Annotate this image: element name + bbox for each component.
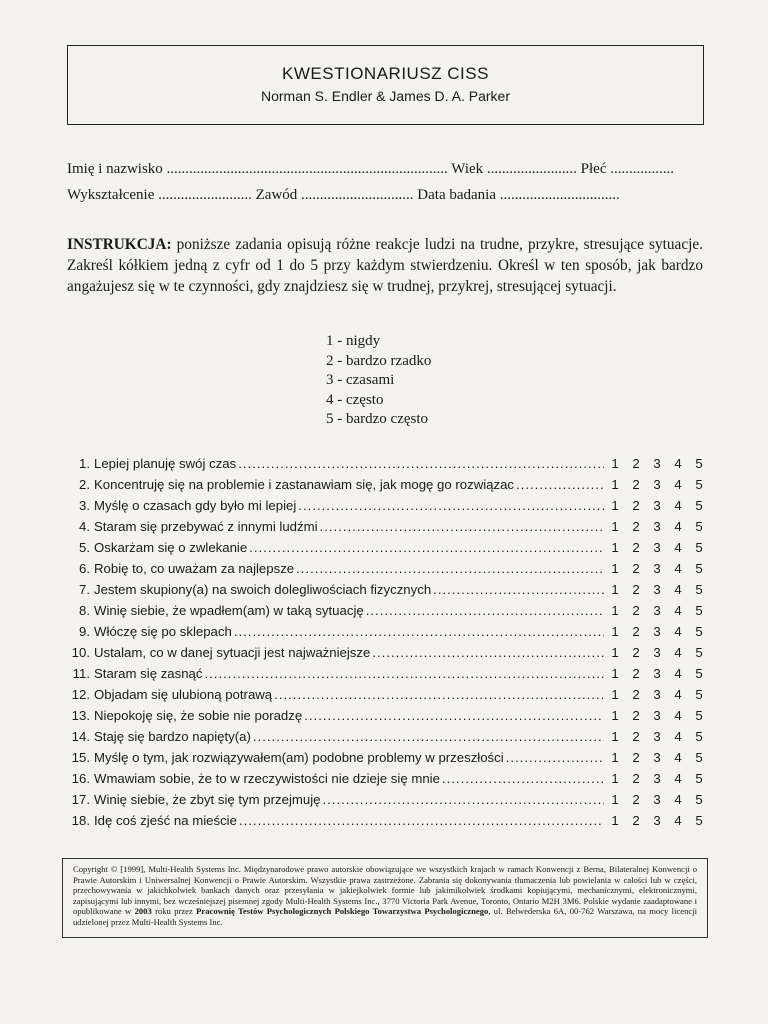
answer-option-5[interactable]: 5 (695, 708, 703, 723)
answer-option-3[interactable]: 3 (653, 582, 661, 597)
answer-option-5[interactable]: 5 (695, 456, 703, 471)
dot-leader (234, 624, 604, 639)
answer-options (606, 519, 716, 534)
question-row (66, 792, 716, 813)
answer-option-1[interactable]: 1 (611, 666, 619, 681)
scale-item: 1 - nigdy (326, 333, 381, 349)
answer-options (606, 456, 716, 471)
answer-option-4[interactable]: 4 (674, 582, 682, 597)
answer-option-4[interactable]: 4 (674, 729, 682, 744)
answer-options (606, 561, 716, 576)
answer-option-3[interactable]: 3 (653, 645, 661, 660)
answer-options (606, 750, 716, 765)
question-row (66, 519, 716, 540)
answer-option-1[interactable]: 1 (611, 561, 619, 576)
answer-options (606, 771, 716, 786)
instructions-text: poniższe zadania opisują różne reakcje ludzi na trudne, przykre, stresujące sytuacje. Zakreśl kółkiem jedną z cyfr od 1 do 5 przy każdym stwierdzeniu. Określ w ten sposób, jak bardzo angażujesz się w te czynności, gdy znajdziesz się w trudnej, przykrej, stresującej sytuacji. (67, 236, 703, 295)
answer-options (606, 477, 716, 492)
answer-option-5[interactable]: 5 (695, 477, 703, 492)
answer-option-4[interactable]: 4 (674, 519, 682, 534)
question-text: Myślę o tym, jak rozwiązywałem(am) podobne problemy w przeszłości (94, 750, 504, 765)
personal-fields-line-2[interactable]: Wykształcenie ......................... Zawód .............................. Data badania ................................ (67, 187, 620, 203)
answer-options (606, 708, 716, 723)
copyright-text: , ul. Belwederska 6A, 00-762 Warszawa, na mocy licencji udzielonej przez Multi-Health Systems Inc. (73, 906, 697, 927)
question-text: Robię to, co uważam za najlepsze (94, 561, 295, 576)
question-row (66, 624, 716, 645)
answer-option-1[interactable]: 1 (611, 687, 619, 702)
question-text: Wmawiam sobie, że to w rzeczywistości nie dzieje się mnie (94, 771, 440, 786)
question-number: 4. (79, 519, 90, 534)
answer-option-1[interactable]: 1 (611, 540, 619, 555)
answer-option-4[interactable]: 4 (674, 603, 682, 618)
question-number: 11. (72, 666, 90, 681)
answer-option-4[interactable]: 4 (674, 687, 682, 702)
question-number: 3. (79, 498, 90, 513)
question-number: 7. (79, 582, 90, 597)
dot-leader (238, 456, 604, 471)
answer-option-2[interactable]: 2 (632, 582, 640, 597)
answer-options (606, 582, 716, 597)
question-row (66, 582, 716, 603)
answer-option-4[interactable]: 4 (674, 624, 682, 639)
answer-option-4[interactable]: 4 (674, 498, 682, 513)
answer-option-3[interactable]: 3 (653, 750, 661, 765)
question-number: 13. (71, 708, 90, 723)
question-number: 12. (71, 687, 90, 702)
answer-option-1[interactable]: 1 (611, 708, 619, 723)
answer-scale (326, 332, 431, 430)
question-text: Oskarżam się o zwlekanie (94, 540, 248, 555)
answer-option-1[interactable]: 1 (611, 792, 619, 807)
answer-option-2[interactable]: 2 (632, 771, 640, 786)
answer-option-1[interactable]: 1 (611, 582, 619, 597)
answer-option-4[interactable]: 4 (674, 750, 682, 765)
scale-item: 5 - bardzo często (326, 411, 429, 427)
answer-option-5[interactable]: 5 (695, 729, 703, 744)
answer-option-2[interactable]: 2 (632, 708, 640, 723)
answer-option-3[interactable]: 3 (653, 540, 661, 555)
answer-option-3[interactable]: 3 (653, 729, 661, 744)
dot-leader (274, 687, 604, 702)
answer-option-2[interactable]: 2 (632, 498, 640, 513)
answer-option-1[interactable]: 1 (611, 771, 619, 786)
answer-options (606, 729, 716, 744)
answer-option-2[interactable]: 2 (632, 645, 640, 660)
question-number: 6. (79, 561, 90, 576)
question-row (66, 666, 716, 687)
question-text: Staram się przebywać z innymi ludźmi (94, 519, 318, 534)
dot-leader (304, 708, 604, 723)
answer-option-4[interactable]: 4 (674, 666, 682, 681)
answer-option-3[interactable]: 3 (653, 624, 661, 639)
answer-option-5[interactable]: 5 (695, 645, 703, 660)
dot-leader (516, 477, 604, 492)
answer-option-5[interactable]: 5 (695, 624, 703, 639)
copyright-text: roku przez (151, 906, 197, 916)
answer-option-4[interactable]: 4 (674, 708, 682, 723)
question-row (66, 603, 716, 624)
answer-options (606, 687, 716, 702)
answer-option-2[interactable]: 2 (632, 603, 640, 618)
copyright-year: 2003 (134, 906, 152, 916)
question-text: Objadam się ulubioną potrawą (94, 687, 273, 702)
answer-options (606, 666, 716, 681)
answer-option-3[interactable]: 3 (653, 813, 661, 828)
question-text: Niepokoję się, że sobie nie poradzę (94, 708, 303, 723)
questionnaire-header (67, 45, 704, 125)
question-row (66, 771, 716, 792)
question-number: 5. (79, 540, 90, 555)
question-text: Myślę o czasach gdy było mi lepiej (94, 498, 297, 513)
question-number: 18. (71, 813, 90, 828)
question-number: 8. (79, 603, 90, 618)
question-number: 16. (71, 771, 90, 786)
answer-option-3[interactable]: 3 (653, 771, 661, 786)
answer-options (606, 498, 716, 513)
question-row (66, 645, 716, 666)
answer-option-2[interactable]: 2 (632, 666, 640, 681)
question-row (66, 750, 716, 771)
question-row (66, 456, 716, 477)
answer-option-3[interactable]: 3 (653, 603, 661, 618)
question-row (66, 498, 716, 519)
question-text: Staję się bardzo napięty(a) (94, 729, 251, 744)
answer-option-5[interactable]: 5 (695, 498, 703, 513)
answer-option-4[interactable]: 4 (674, 813, 682, 828)
question-number: 1. (79, 456, 90, 471)
answer-options (606, 624, 716, 639)
question-number: 15. (71, 750, 90, 765)
answer-option-3[interactable]: 3 (653, 477, 661, 492)
copyright-publisher: Pracownię Testów Psychologicznych Polskiego Towarzystwa Psychologicznego (196, 906, 489, 916)
scale-item: 2 - bardzo rzadko (326, 352, 432, 369)
dot-leader (249, 540, 604, 555)
answer-option-3[interactable]: 3 (653, 519, 661, 534)
answer-options (606, 645, 716, 660)
answer-option-5[interactable]: 5 (695, 540, 703, 555)
answer-option-2[interactable]: 2 (632, 750, 640, 765)
answer-option-5[interactable]: 5 (695, 813, 703, 828)
question-row (66, 729, 716, 750)
answer-option-4[interactable]: 4 (674, 561, 682, 576)
copyright-text: Copyright © [1999], Multi-Health Systems Inc. Międzynarodowe prawo autorskie obowiązujące we wszystkich krajach w ramach Konwencji z Berna, Bilateralnej Konwencji o Prawie Autorskim i Uniwersalnej Konwencji o Prawie Autorskim. Wszystkie prawa zastrzeżone. Zabrania się dokonywania tłumaczenia lub powielania w całości lub w części, przechowywania w jakichkolwiek bankach danych oraz przesyłania w jakiejkolwiek formie lub jakimikolwiek środkami kopiującymi, mechanicznymi, elektronicznymi, zapisującymi lub innymi, bez wcześniejszej pisemnej zgody Multi-Health Systems Inc., 3770 Victoria Park Avenue, Toronto, Ontario M2H 3M6. Polskie wydanie zaadaptowane i opublikowane w (73, 864, 697, 916)
dot-leader (372, 645, 604, 660)
question-number: 14. (71, 729, 90, 744)
answer-options (606, 813, 716, 828)
question-list (66, 456, 716, 834)
answer-option-4[interactable]: 4 (674, 540, 682, 555)
dot-leader (296, 561, 604, 576)
answer-option-1[interactable]: 1 (611, 729, 619, 744)
answer-option-3[interactable]: 3 (653, 687, 661, 702)
answer-options (606, 540, 716, 555)
answer-option-5[interactable]: 5 (695, 666, 703, 681)
answer-option-3[interactable]: 3 (653, 561, 661, 576)
answer-option-1[interactable]: 1 (611, 498, 619, 513)
answer-option-2[interactable]: 2 (632, 687, 640, 702)
dot-leader (204, 666, 604, 681)
page-title: KWESTIONARIUSZ CISS (282, 64, 489, 83)
dot-leader (320, 519, 604, 534)
answer-option-3[interactable]: 3 (653, 708, 661, 723)
question-row (66, 540, 716, 561)
question-row (66, 477, 716, 498)
scale-item: 4 - często (326, 391, 384, 408)
question-text: Idę coś zjeść na mieście (94, 813, 237, 828)
answer-option-5[interactable]: 5 (695, 792, 703, 807)
question-row (66, 561, 716, 582)
instructions (67, 234, 703, 297)
answer-option-1[interactable]: 1 (611, 477, 619, 492)
answer-option-5[interactable]: 5 (695, 561, 703, 576)
question-text: Lepiej planuję swój czas (94, 456, 237, 471)
answer-option-2[interactable]: 2 (632, 792, 640, 807)
question-number: 17. (71, 792, 90, 807)
answer-option-1[interactable]: 1 (611, 519, 619, 534)
personal-fields-line-1[interactable]: Imię i nazwisko ........................................................................... Wiek ........................ Płeć ................. (67, 161, 674, 177)
answer-option-5[interactable]: 5 (695, 750, 703, 765)
answer-option-4[interactable]: 4 (674, 456, 682, 471)
answer-options (606, 792, 716, 807)
answer-option-5[interactable]: 5 (695, 519, 703, 534)
answer-option-3[interactable]: 3 (653, 666, 661, 681)
question-text: Staram się zasnąć (94, 666, 203, 681)
question-number: 2. (79, 477, 90, 492)
dot-leader (442, 771, 604, 786)
answer-options (606, 603, 716, 618)
question-number: 9. (79, 624, 90, 639)
question-number: 10. (71, 645, 90, 660)
answer-option-2[interactable]: 2 (632, 561, 640, 576)
answer-option-2[interactable]: 2 (632, 729, 640, 744)
answer-option-3[interactable]: 3 (653, 456, 661, 471)
question-row (66, 813, 716, 834)
answer-option-1[interactable]: 1 (611, 645, 619, 660)
answer-option-5[interactable]: 5 (695, 603, 703, 618)
answer-option-2[interactable]: 2 (632, 477, 640, 492)
dot-leader (366, 603, 604, 618)
answer-option-1[interactable]: 1 (611, 624, 619, 639)
question-row (66, 687, 716, 708)
dot-leader (298, 498, 604, 513)
copyright-notice (62, 858, 708, 938)
answer-option-4[interactable]: 4 (674, 792, 682, 807)
dot-leader (433, 582, 604, 597)
answer-option-1[interactable]: 1 (611, 813, 619, 828)
answer-option-2[interactable]: 2 (632, 519, 640, 534)
question-text: Ustalam, co w danej sytuacji jest najważniejsze (94, 645, 371, 660)
answer-option-1[interactable]: 1 (611, 750, 619, 765)
question-text: Winię siebie, że zbyt się tym przejmuję (94, 792, 321, 807)
answer-option-4[interactable]: 4 (674, 771, 682, 786)
answer-option-5[interactable]: 5 (695, 582, 703, 597)
dot-leader (506, 750, 604, 765)
dot-leader (322, 792, 604, 807)
answer-option-5[interactable]: 5 (695, 687, 703, 702)
answer-option-3[interactable]: 3 (653, 498, 661, 513)
answer-option-3[interactable]: 3 (653, 792, 661, 807)
question-text: Włóczę się po sklepach (94, 624, 232, 639)
question-text: Winię siebie, że wpadłem(am) w taką sytuację (94, 603, 364, 618)
dot-leader (253, 729, 604, 744)
scale-item: 3 - czasami (326, 372, 395, 388)
question-row (66, 708, 716, 729)
answer-option-1[interactable]: 1 (611, 456, 619, 471)
answer-option-2[interactable]: 2 (632, 540, 640, 555)
authors: Norman S. Endler & James D. A. Parker (261, 88, 510, 104)
answer-option-5[interactable]: 5 (695, 771, 703, 786)
answer-option-4[interactable]: 4 (674, 477, 682, 492)
question-text: Jestem skupiony(a) na swoich dolegliwościach fizycznych (94, 582, 432, 597)
answer-option-4[interactable]: 4 (674, 645, 682, 660)
dot-leader (239, 813, 604, 828)
answer-option-1[interactable]: 1 (611, 603, 619, 618)
question-text: Koncentruję się na problemie i zastanawiam się, jak mogę go rozwiązac (94, 477, 515, 492)
answer-option-2[interactable]: 2 (632, 456, 640, 471)
answer-option-2[interactable]: 2 (632, 813, 640, 828)
answer-option-2[interactable]: 2 (632, 624, 640, 639)
instructions-label: INSTRUKCJA: (67, 236, 172, 253)
